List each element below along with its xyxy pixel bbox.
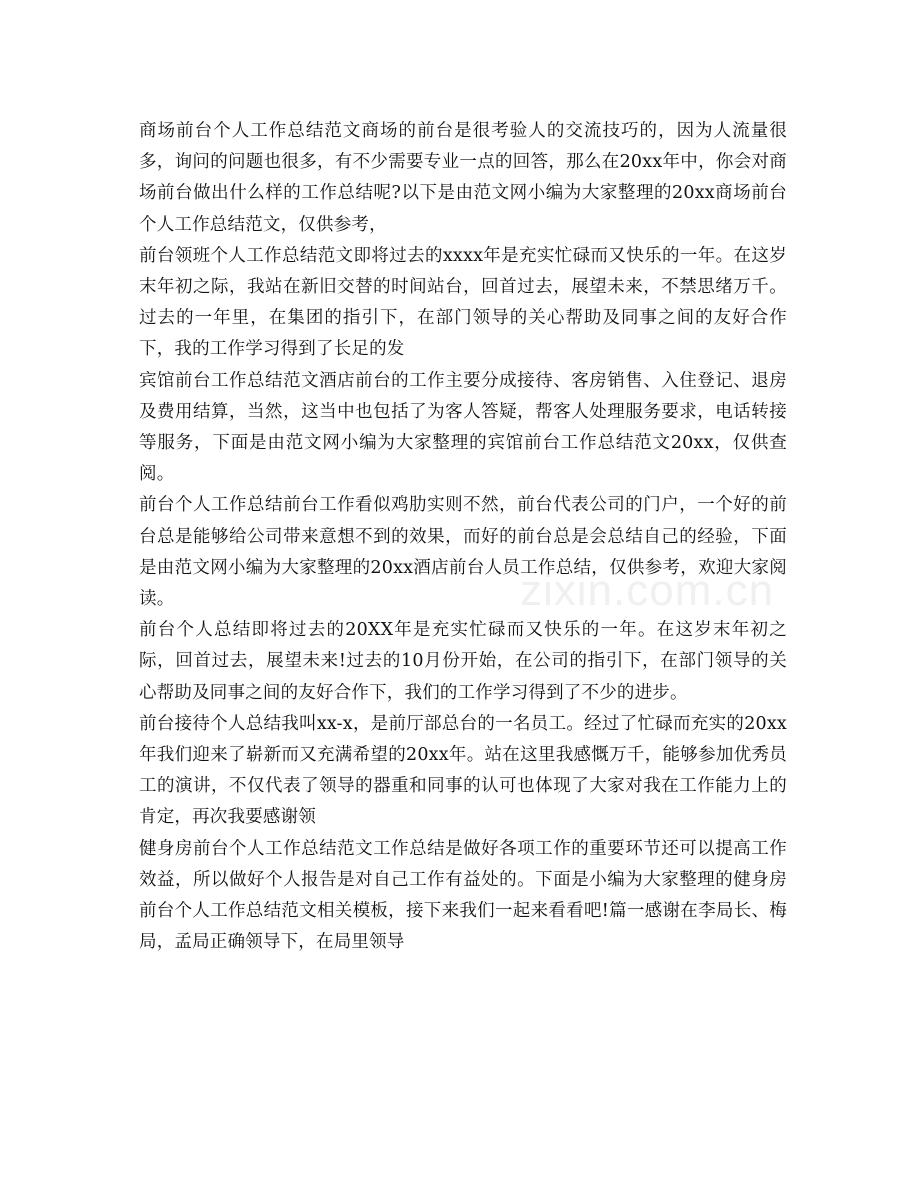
paragraph-4: 前台个人工作总结前台工作看似鸡肋实则不然，前台代表公司的门户，一个好的前台总是能够给公司带来意想不到的效果，而好的前台总是会总结自己的经验，下面是由范文网小编为大家整理的20xx酒店前台人员工作总结，仅供参考，欢迎大家阅读。 xyxy=(139,495,787,610)
paragraph-5: 前台个人总结即将过去的20XX年是充实忙碌而又快乐的一年。在这岁末年初之际，回首过去，展望未来!过去的10月份开始，在公司的指引下，在部门领导的关心帮助及同事之间的友好合作下，我们的工作学习得到了不少的进步。 xyxy=(139,620,787,703)
watermark: zixin.com.cn xyxy=(520,566,775,615)
paragraph-1: 商场前台个人工作总结范文商场的前台是很考验人的交流技巧的，因为人流量很多，询问的问题也很多，有不少需要专业一点的回答，那么在20xx年中，你会对商场前台做出什么样的工作总结呢?以下是由范文网小编为大家整理的20xx商场前台个人工作总结范文，仅供参考， xyxy=(139,121,787,235)
paragraph-2: 前台领班个人工作总结范文即将过去的xxxx年是充实忙碌而又快乐的一年。在这岁末年初之际，我站在新旧交替的时间站台，回首过去，展望未来，不禁思绪万千。过去的一年里，在集团的指引下，在部门领导的关心帮助及同事之间的友好合作下，我的工作学习得到了长足的发 xyxy=(139,245,787,360)
paragraph-6: 前台接待个人总结我叫xx-x，是前厅部总台的一名员工。经过了忙碌而充实的20xx年我们迎来了崭新而又充满希望的20xx年。站在这里我感慨万千，能够参加优秀员工的演讲，不仅代表了领导的器重和同事的认可也体现了大家对我在工作能力上的肯定，再次我要感谢领 xyxy=(139,713,787,828)
document-body xyxy=(139,116,787,958)
paragraph-3: 宾馆前台工作总结范文酒店前台的工作主要分成接待、客房销售、入住登记、退房及费用结算，当然，这当中也包括了为客人答疑，帮客人处理服务要求，电话转接等服务，下面是由范文网小编为大家整理的宾馆前台工作总结范文20xx，仅供查阅。 xyxy=(139,370,787,485)
paragraph-7: 健身房前台个人工作总结范文工作总结是做好各项工作的重要环节还可以提高工作效益，所以做好个人报告是对自己工作有益处的。下面是小编为大家整理的健身房前台个人工作总结范文相关模板，接下来我们一起来看看吧!篇一感谢在李局长、梅局，孟局正确领导下，在局里领导 xyxy=(139,838,787,953)
